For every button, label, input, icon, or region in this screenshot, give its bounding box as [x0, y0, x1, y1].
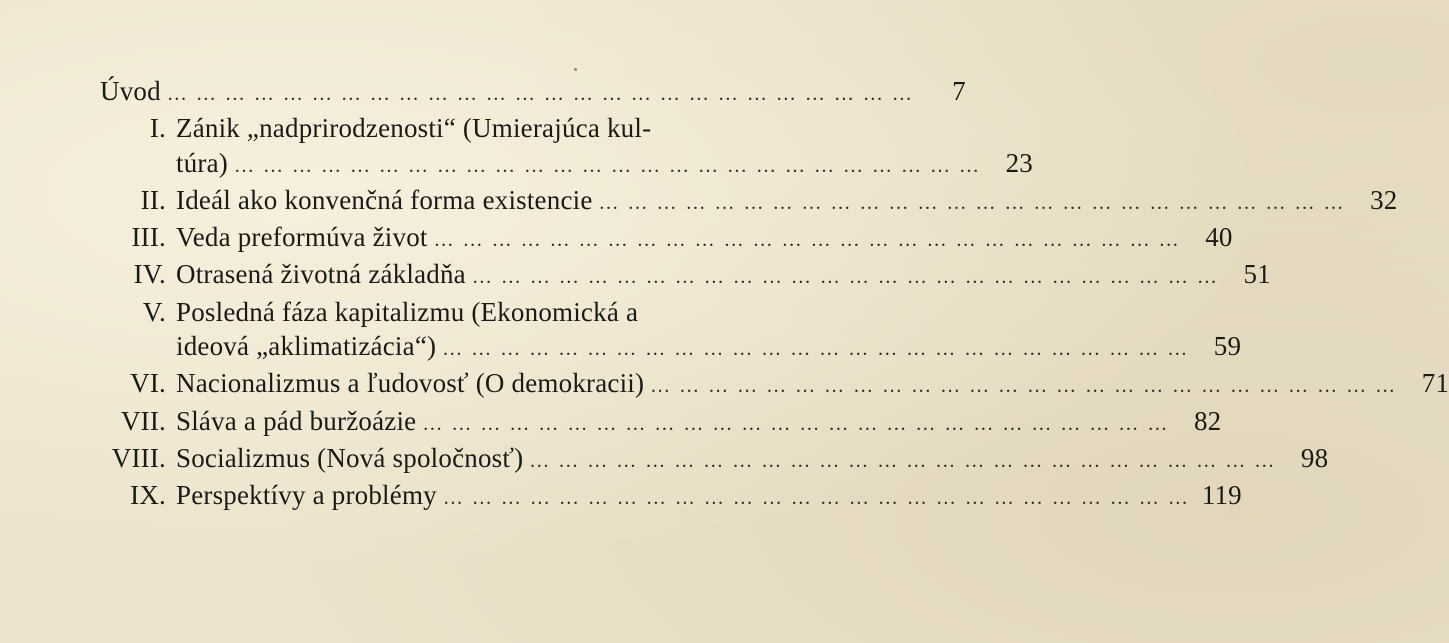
- chapter-number: IV.: [133, 259, 166, 290]
- toc-line: [176, 183, 1398, 220]
- chapter-title: Veda preformúva život: [176, 222, 428, 253]
- page-number: 51: [1243, 259, 1271, 290]
- chapter-title: Socializmus (Nová spoločnosť): [176, 442, 524, 473]
- page-number: 71: [1421, 368, 1449, 399]
- toc-entry-body: [176, 404, 1221, 441]
- chapter-title: Úvod: [100, 76, 161, 106]
- toc-entry: [100, 183, 1398, 220]
- page-number: 59: [1213, 331, 1242, 362]
- chapter-title: túra): [176, 147, 228, 178]
- page-number: 32: [1370, 184, 1398, 215]
- toc-entry-body: [176, 111, 1033, 183]
- dot-leader: … … … … … … … … … … … … … … … … … … … … … … … … … …: [422, 412, 1170, 435]
- chapter-title: Zánik „nadprirodzenosti“ (Umierajúca kul-: [176, 113, 652, 144]
- toc-line: [176, 111, 1033, 145]
- toc-entry: [100, 257, 1271, 294]
- chapter-title: ideová „aklimatizácia“): [176, 331, 437, 362]
- page-number: 40: [1205, 222, 1233, 253]
- dot-leader: … … … … … … … … … … … … … … … … … … … … … … … … … …: [442, 338, 1190, 361]
- chapter-number: III.: [131, 222, 166, 253]
- toc-line: [100, 74, 966, 111]
- toc-entry-body: [176, 220, 1233, 257]
- toc-entry-body: [176, 295, 1241, 367]
- toc-line: [176, 257, 1271, 294]
- dot-leader: … … … … … … … … … … … … … … … … … … … … … … … … … …: [598, 191, 1346, 214]
- page-number: 7: [952, 76, 966, 106]
- toc-entry: [100, 478, 1242, 515]
- dot-leader: … … … … … … … … … … … … … … … … … … … … … … … … … …: [442, 487, 1190, 510]
- toc-entry: [100, 74, 966, 111]
- chapter-number: VII.: [120, 405, 166, 436]
- table-of-contents: [100, 74, 1449, 516]
- page-number: 23: [1005, 147, 1033, 178]
- chapter-number: II.: [140, 184, 166, 215]
- page-number: 98: [1300, 442, 1329, 473]
- dot-leader: … … … … … … … … … … … … … … … … … … … … … … … … … …: [433, 229, 1181, 252]
- toc-line: [176, 146, 1033, 183]
- dot-leader: … … … … … … … … … … … … … … … … … … … … … … … … … …: [650, 375, 1398, 398]
- chapter-number: I.: [149, 113, 166, 144]
- chapter-title: Ideál ako konvenčná forma existencie: [176, 184, 593, 215]
- chapter-number: VI.: [130, 368, 166, 399]
- toc-entry: [100, 366, 1449, 403]
- page-number: 119: [1201, 480, 1242, 511]
- toc-line: [176, 295, 1241, 329]
- toc-entry: [100, 441, 1329, 478]
- chapter-number: V.: [142, 296, 166, 327]
- page-number: 82: [1193, 405, 1222, 436]
- toc-entry-body: [176, 366, 1449, 403]
- toc-line: [176, 441, 1328, 478]
- toc-line: [176, 220, 1233, 257]
- dot-leader: … … … … … … … … … … … … … … … … … … … … … … … … … …: [166, 83, 914, 105]
- toc-entry: [100, 111, 1033, 183]
- chapter-title: Sláva a pád buržoázie: [176, 405, 417, 436]
- toc-entry-body: [100, 74, 966, 111]
- toc-entry-body: [176, 441, 1328, 478]
- toc-entry: [100, 220, 1233, 257]
- toc-line: [176, 366, 1449, 403]
- toc-line: [176, 478, 1242, 515]
- chapter-title: Perspektívy a problémy: [176, 480, 437, 511]
- toc-entry-body: [176, 183, 1398, 220]
- paper-speck: [574, 68, 577, 71]
- chapter-title: Otrasená životná základňa: [176, 259, 466, 290]
- chapter-number: IX.: [130, 480, 166, 511]
- dot-leader: … … … … … … … … … … … … … … … … … … … … … … … … … …: [529, 449, 1277, 472]
- toc-line: [176, 329, 1241, 366]
- chapter-number: VIII.: [111, 442, 166, 473]
- chapter-title: Nacionalizmus a ľudovosť (O demokracii): [176, 368, 645, 399]
- toc-entry-body: [176, 478, 1242, 515]
- toc-entry: [100, 295, 1242, 367]
- toc-entry: [100, 404, 1222, 441]
- toc-entry-body: [176, 257, 1271, 294]
- chapter-title: Posledná fáza kapitalizmu (Ekonomická a: [176, 296, 639, 327]
- dot-leader: … … … … … … … … … … … … … … … … … … … … … … … … … …: [471, 266, 1219, 289]
- dot-leader: … … … … … … … … … … … … … … … … … … … … … … … … … …: [233, 154, 981, 177]
- toc-line: [176, 404, 1221, 441]
